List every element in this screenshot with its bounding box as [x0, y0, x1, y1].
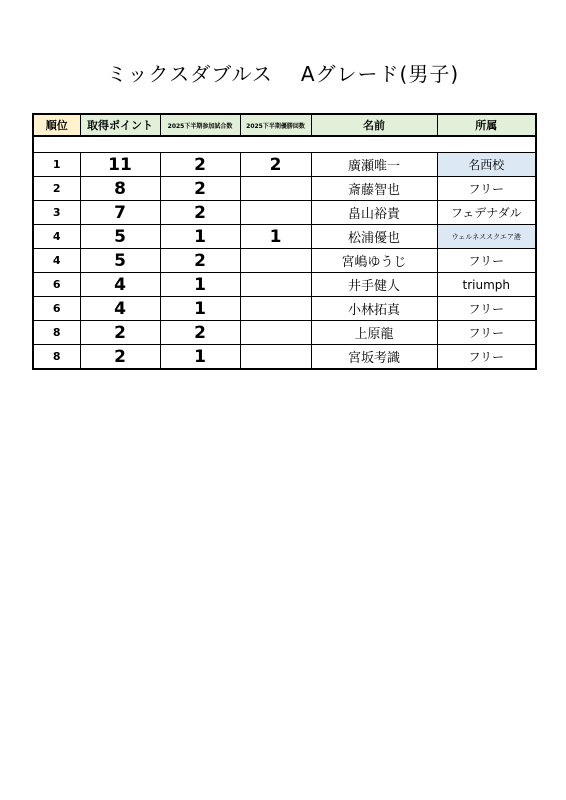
table-row — [33, 273, 536, 297]
name-cell: 畠山裕貴 — [311, 201, 437, 225]
table-row — [33, 153, 536, 177]
club-cell: フェデナダル — [437, 201, 536, 225]
table-row — [33, 249, 536, 273]
wins-cell — [240, 273, 311, 297]
club-cell: フリー — [437, 249, 536, 273]
name-cell: 宮坂考識 — [311, 345, 437, 370]
matches-cell: 1 — [160, 297, 240, 321]
wins-cell — [240, 297, 311, 321]
wins-cell — [240, 321, 311, 345]
club-cell: フリー — [437, 177, 536, 201]
points-cell: 5 — [80, 225, 160, 249]
header-club: 所属 — [437, 114, 536, 136]
rank-cell: 8 — [33, 345, 80, 370]
header-rank: 順位 — [33, 114, 80, 136]
title-grade: Aグレード(男子) — [300, 62, 460, 86]
rank-cell: 8 — [33, 321, 80, 345]
name-cell: 宮嶋ゆうじ — [311, 249, 437, 273]
points-cell: 2 — [80, 345, 160, 370]
matches-cell: 1 — [160, 345, 240, 370]
matches-cell: 2 — [160, 153, 240, 177]
header-name: 名前 — [311, 114, 437, 136]
rank-cell: 4 — [33, 249, 80, 273]
header-wins: 2025下半期優勝回数 — [240, 114, 311, 136]
points-cell: 5 — [80, 249, 160, 273]
points-cell: 2 — [80, 321, 160, 345]
header-matches: 2025下半期参加試合数 — [160, 114, 240, 136]
name-cell: 上原龍 — [311, 321, 437, 345]
table-row — [33, 345, 536, 370]
header-row — [33, 114, 536, 136]
points-cell: 8 — [80, 177, 160, 201]
table-row — [33, 321, 536, 345]
name-cell: 松浦優也 — [311, 225, 437, 249]
name-cell: 小林拓真 — [311, 297, 437, 321]
rank-cell: 4 — [33, 225, 80, 249]
wins-cell — [240, 177, 311, 201]
table-top-band — [33, 136, 536, 153]
table-row — [33, 297, 536, 321]
name-cell: 廣瀬唯一 — [311, 153, 437, 177]
matches-cell: 1 — [160, 273, 240, 297]
matches-cell: 1 — [160, 225, 240, 249]
points-cell: 7 — [80, 201, 160, 225]
top-band-cell — [33, 136, 536, 153]
matches-cell: 2 — [160, 249, 240, 273]
points-cell: 4 — [80, 297, 160, 321]
page-title — [0, 58, 566, 87]
title-main: ミックスダブルス — [106, 62, 273, 86]
club-cell: フリー — [437, 321, 536, 345]
table-row — [33, 177, 536, 201]
matches-cell: 2 — [160, 177, 240, 201]
table-row — [33, 201, 536, 225]
points-cell: 11 — [80, 153, 160, 177]
wins-cell — [240, 345, 311, 370]
ranking-table — [32, 113, 537, 370]
club-cell: triumph — [437, 273, 536, 297]
matches-cell: 2 — [160, 321, 240, 345]
points-cell: 4 — [80, 273, 160, 297]
rank-cell: 3 — [33, 201, 80, 225]
wins-cell: 1 — [240, 225, 311, 249]
wins-cell — [240, 201, 311, 225]
table-row — [33, 225, 536, 249]
rank-cell: 6 — [33, 297, 80, 321]
wins-cell: 2 — [240, 153, 311, 177]
matches-cell: 2 — [160, 201, 240, 225]
rank-cell: 2 — [33, 177, 80, 201]
header-points: 取得ポイント — [80, 114, 160, 136]
wins-cell — [240, 249, 311, 273]
table-body — [33, 153, 536, 370]
rank-cell: 6 — [33, 273, 80, 297]
club-cell: フリー — [437, 345, 536, 370]
rank-cell: 1 — [33, 153, 80, 177]
name-cell: 井手健人 — [311, 273, 437, 297]
name-cell: 斎藤智也 — [311, 177, 437, 201]
club-cell: 名西校 — [437, 153, 536, 177]
club-cell: ウェルネススクエア港 — [437, 225, 536, 249]
club-cell: フリー — [437, 297, 536, 321]
